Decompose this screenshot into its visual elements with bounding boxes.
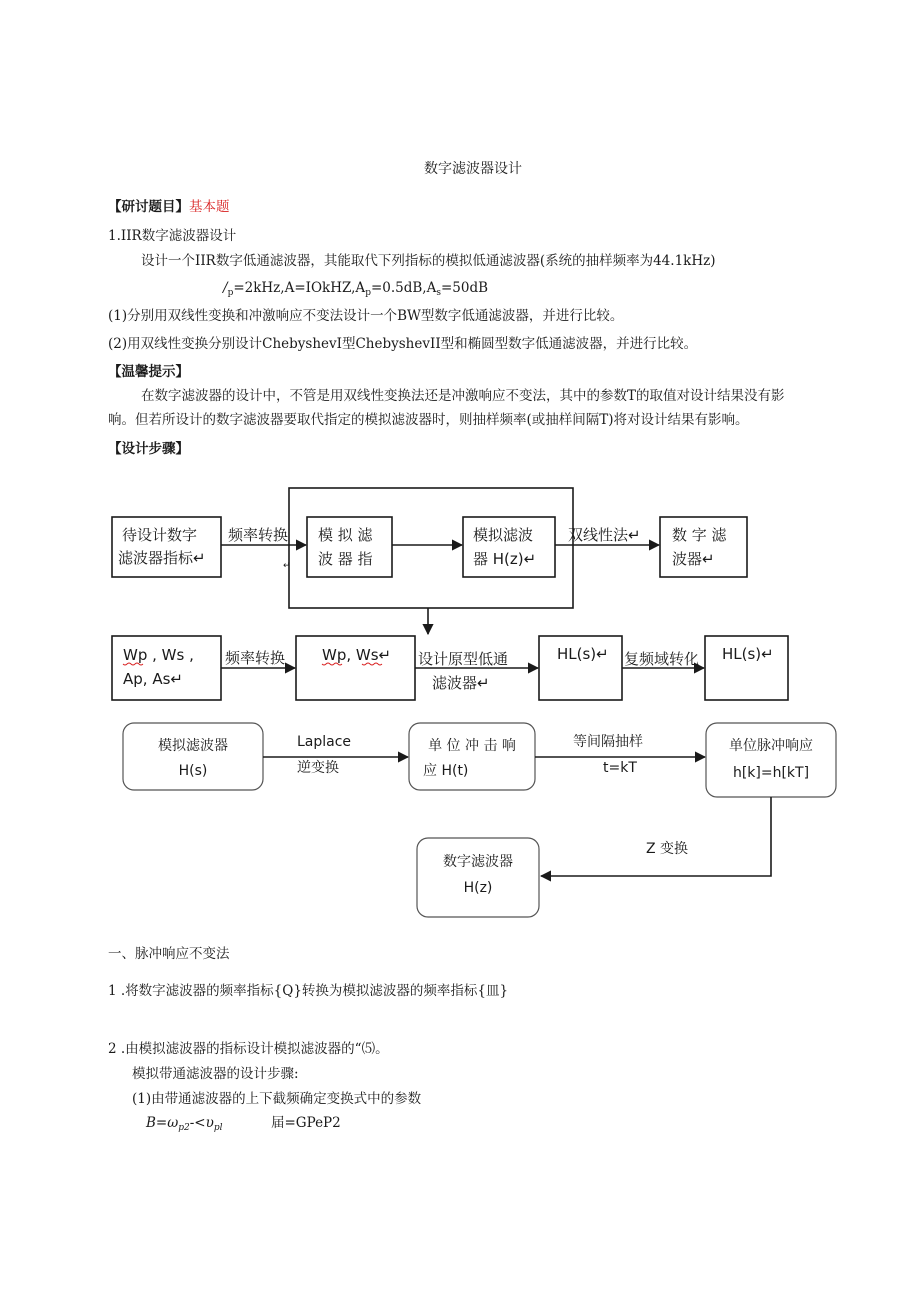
digital-spec-text-2: 滤波器指标↵ [118, 549, 206, 567]
hl-s-text-2: HL(s)↵ [722, 645, 774, 663]
complex-freq-label: 复频域转化 [624, 650, 700, 668]
impulse-response-text-1: 单 位 冲 击 响 [428, 738, 516, 754]
formula-omega0: 届=GPeP2 [271, 1115, 341, 1131]
section1-intro: 设计一个IIR数字低通滤波器，其能取代下列指标的模拟低通滤波器(系统的抽样频率为44.1kHz) [141, 253, 716, 269]
laplace-label-2: 逆变换 [297, 760, 339, 776]
topic-label: 【研讨题目】 [108, 199, 189, 215]
formula-b: $B=\omega_{p2}-<\upsilon_{pl}$ [146, 1115, 223, 1133]
hl-s-text-1: HL(s)↵ [557, 645, 609, 663]
question-1: (1)分别用双线性变换和冲激响应不变法设计一个BW型数字低通滤波器，并进行比较。 [108, 308, 624, 324]
bilinear-label: 双线性法↵ [568, 526, 641, 544]
impulse-response-text-2: 应 H(t) [423, 763, 469, 779]
analog-filter-text-2: 器 H(z)↵ [473, 550, 537, 568]
z-transform-arrow [541, 797, 771, 876]
page-title: 数字滤波器设计 [424, 161, 522, 177]
row1-small-mark: ↵ [283, 561, 291, 571]
unit-pulse-text-2: h[k]=h[kT] [732, 765, 810, 781]
section2-step-1: (1)由带通滤波器的上下截频确定变换式中的参数 [132, 1091, 422, 1107]
sampling-label-1: 等间隔抽样 [573, 734, 643, 750]
question-2: (2)用双线性变换分别设计ChebyshevI型ChebyshevII型和椭圆型数字低通滤波器，并进行比较。 [108, 336, 698, 352]
tips-line-1: 在数字滤波器的设计中，不管是用双线性变换法还是冲激响应不变法，其中的参数T的取值对设计结果没有影 [141, 388, 785, 404]
digital-hz-text-1: 数字滤波器 [443, 854, 513, 870]
analog-spec-text-1: 模 拟 滤 [318, 526, 373, 544]
section2-item-2: 2 .由模拟滤波器的指标设计模拟滤波器的“⑸。 [108, 1041, 389, 1057]
section2-item-1: 1 .将数字滤波器的频率指标{Q}转换为模拟滤波器的频率指标{皿} [108, 983, 509, 999]
wp-ws-text: Wp, Ws↵ [322, 646, 392, 664]
digital-hz-text-2: H(z) [463, 880, 493, 896]
prototype-label-1: 设计原型低通 [418, 650, 509, 668]
spec-params-text-1: Wp , Ws , [123, 646, 194, 664]
unit-pulse-text-1: 单位脉冲响应 [729, 738, 813, 754]
spec-line: $/_p=2kHz,A=IOkHZ,A_p=0.5dB,A_s=50dB$ [223, 280, 489, 298]
freq-transform-label-2: 频率转换 [225, 649, 286, 667]
section2-subheading: 模拟带通滤波器的设计步骤: [132, 1066, 299, 1082]
tips-label: 【温馨提示】 [108, 364, 189, 380]
analog-hs-text-1: 模拟滤波器 [158, 738, 228, 754]
spec-params-text-2: Ap, As↵ [123, 670, 183, 688]
analog-hs-text-2: H(s) [178, 763, 208, 779]
z-transform-label: Z 变换 [646, 841, 689, 857]
impulse-response-box [409, 723, 535, 790]
topic-value: 基本题 [189, 199, 230, 215]
digital-filter-text-2: 波器↵ [672, 550, 715, 568]
freq-transform-label-1: 频率转换 [228, 526, 289, 544]
analog-spec-text-2: 波 器 指 [318, 550, 373, 568]
analog-filter-text-1: 模拟滤波 [473, 526, 534, 544]
tips-line-2: 响。但若所设计的数字滤波器要取代指定的模拟滤波器时，则抽样频率(或抽样间隔T)将对设计结果有影响。 [108, 412, 749, 428]
laplace-label-1: Laplace [297, 734, 352, 750]
unit-pulse-box [706, 723, 836, 797]
prototype-label-2: 滤波器↵ [432, 674, 490, 692]
sampling-label-2: t=kT [603, 760, 637, 776]
digital-spec-text-1: 待设计数字 [122, 526, 198, 544]
digital-hz-box [417, 838, 539, 917]
section2-heading: 一、脉冲响应不变法 [108, 946, 230, 962]
digital-filter-text-1: 数 字 滤 [672, 526, 727, 544]
steps-label: 【设计步骤】 [108, 441, 189, 457]
section1-heading: 1.IIR数字滤波器设计 [108, 228, 237, 244]
analog-hs-box [123, 723, 263, 790]
